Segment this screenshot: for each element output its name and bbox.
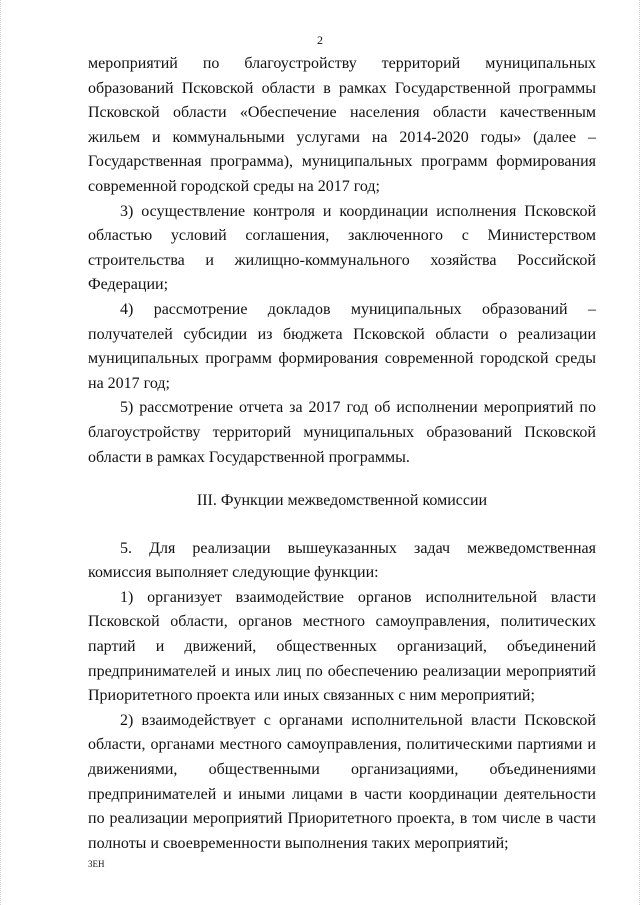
document-body (88, 52, 596, 856)
paragraph-continuation: мероприятий по благоустройству территорий муниципальных образований Псковской области в рамках Государственной программы Псковской области «Обеспечение населения области качественным жильем и коммунальными услугами на 2014-2020 годы» (далее – Государственная программа), муниципальных программ формирования современной городской среды на 2017 год; (88, 55, 596, 195)
paragraph-item-4: 4) рассмотрение докладов муниципальных образований – получателей субсидии из бюджета Псковской области о реализации муниципальных программ формирования современной городской среды на 2017 год; (88, 300, 596, 392)
section-heading: III. Функции межведомственной комиссии (196, 492, 488, 510)
paragraph-function-2: 2) взаимодействует с органами исполнительной власти Псковской области, органами местного самоуправления, политическими партиями и движениями, общественными организациями, объединениями предпринимателей и иными лицами в части координации деятельности по реализации мероприятий Приоритетного проекта, в том числе в части полноты и своевременности выполнения таких мероприятий; (88, 711, 596, 852)
paragraph-item-3: 3) осуществление контроля и координации исполнения Псковской областью условий соглашения, заключенного с Министерством строительства и жилищно-коммунального хозяйства Российской Федерации; (88, 202, 596, 294)
scan-edge-right (635, 0, 640, 905)
paragraph-clause-5: 5. Для реализации вышеуказанных задач межведомственная комиссия выполняет следующие функции: (88, 539, 596, 582)
paragraph-function-1: 1) организует взаимодействие органов исполнительной власти Псковской области, органов местного самоуправления, политических партий и движений, общественных организаций, объединений предпринимателей и иных лиц по обеспечению реализации мероприятий Приоритетного проекта или иных связанных с ним мероприятий; (88, 588, 596, 705)
page-number: 2 (317, 33, 323, 47)
paragraph-item-5: 5) рассмотрение отчета за 2017 год об исполнении мероприятий по благоустройству территорий муниципальных образований Псковской области в рамках Государственной программы. (88, 399, 596, 466)
footer-code: 3ЕН (88, 859, 105, 869)
scan-edge-left (0, 0, 5, 905)
